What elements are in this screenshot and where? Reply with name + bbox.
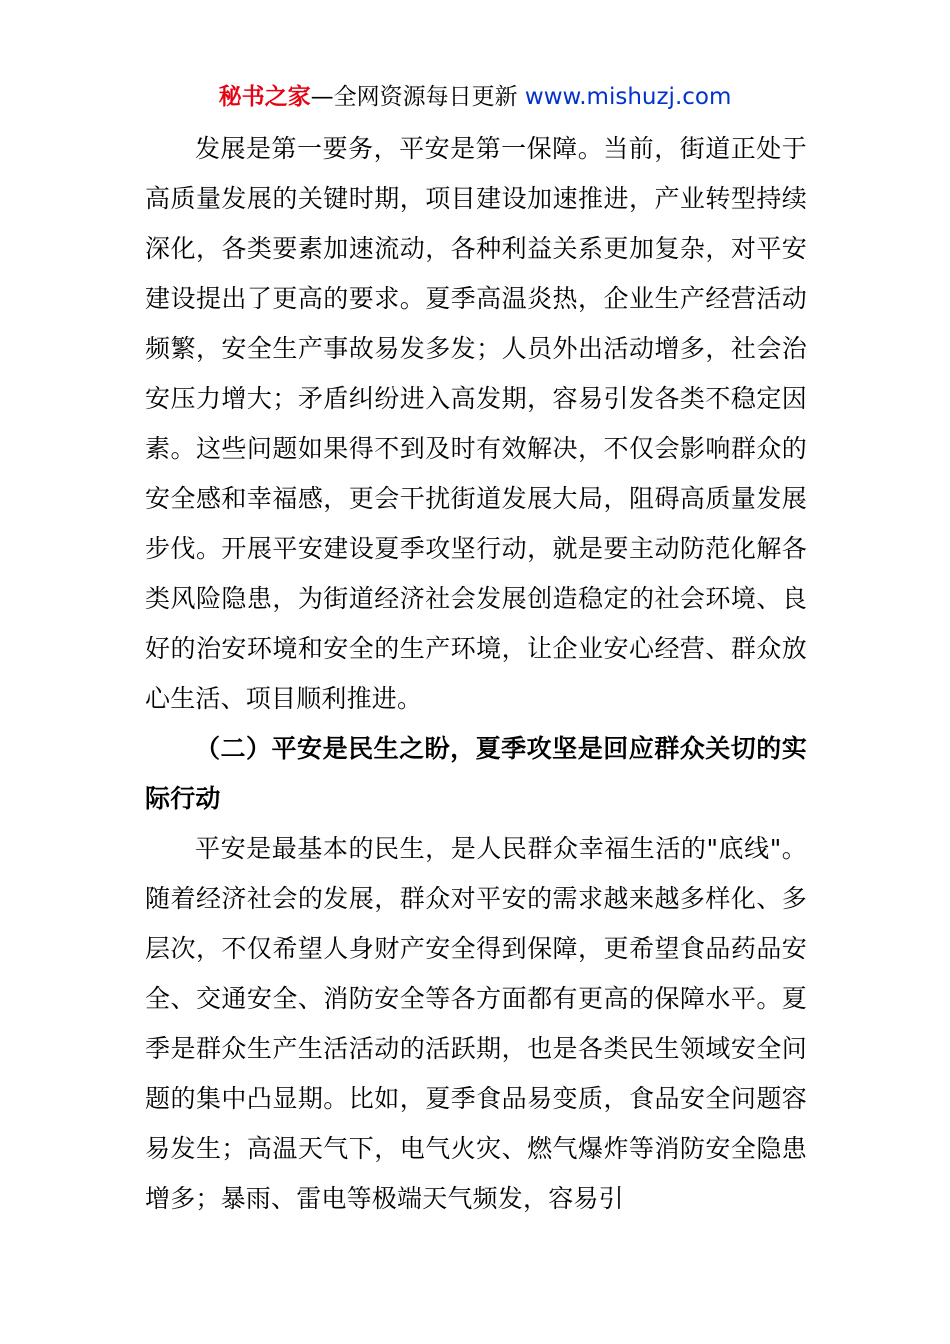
body-paragraph: 平安是最基本的民生，是人民群众幸福生活的"底线"。随着经济社会的发展，群众对平安的需求越来越多样化、多层次，不仅希望人身财产安全得到保障，更希望食品药品安全、交通安全、消防安全等各方面都有更高的保障水平。夏季是群众生产生活活动的活跃期，也是各类民生领域安全问题的集中凸显期。比如，夏季食品易变质，食品安全问题容易发生；高温天气下，电气火灾、燃气爆炸等消防安全隐患增多；暴雨、雷电等极端天气频发，容易引 [145, 834, 807, 1213]
brand-name: 秘书之家 [218, 84, 311, 110]
header-slogan: —全网资源每日更新 [310, 84, 518, 110]
body-paragraph: 发展是第一要务，平安是第一保障。当前，街道正处于高质量发展的关键时期，项目建设加速推进，产业转型持续深化，各类要素加速流动，各种利益关系更加复杂，对平安建设提出了更高的要求。夏季高温炎热，企业生产经营活动频繁，安全生产事故易发多发；人员外出活动增多，社会治安压力增大；矛盾纠纷进入高发期，容易引发各类不稳定因素。这些问题如果得不到及时有效解决，不仅会影响群众的安全感和幸福感，更会干扰街道发展大局，阻碍高质量发展步伐。开展平安建设夏季攻坚行动，就是要主动防范化解各类风险隐患，为街道经济社会发展创造稳定的社会环境、良好的治安环境和安全的生产环境，让企业安心经营、群众放心生活、项目顺利推进。 [145, 134, 807, 713]
site-header [0, 80, 950, 114]
document-body [145, 124, 807, 1224]
site-url[interactable]: www.mishuzj.com [524, 84, 732, 110]
section-heading: （二）平安是民生之盼，夏季攻坚是回应群众关切的实际行动 [145, 734, 807, 813]
